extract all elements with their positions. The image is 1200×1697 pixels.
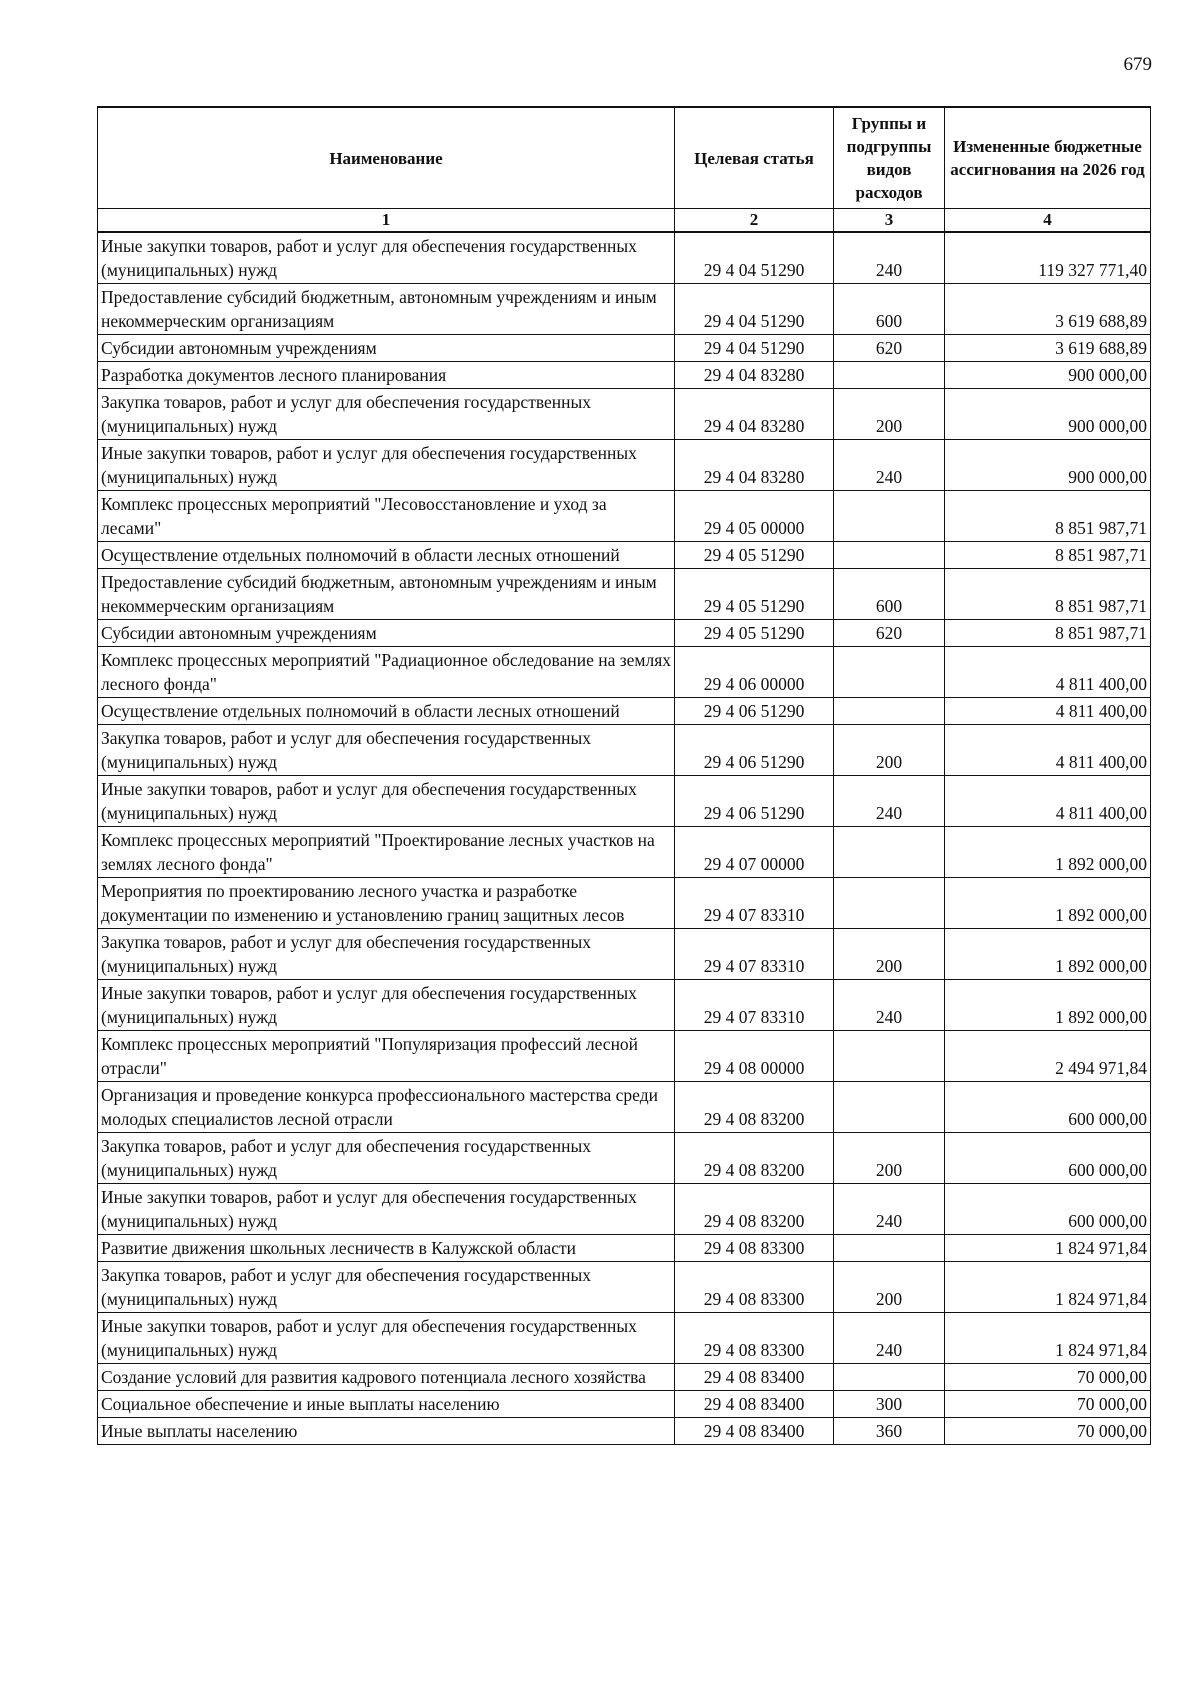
table-row xyxy=(98,878,1151,929)
row-amount: 119 327 771,40 xyxy=(945,232,1151,284)
row-amount: 1 892 000,00 xyxy=(945,827,1151,878)
row-target-article: 29 4 08 83400 xyxy=(675,1418,834,1445)
row-target-article: 29 4 05 00000 xyxy=(675,491,834,542)
row-name: Комплекс процессных мероприятий "Проектирование лесных участков на землях лесного фонда" xyxy=(98,827,675,878)
row-target-article: 29 4 04 51290 xyxy=(675,335,834,362)
row-name: Осуществление отдельных полномочий в области лесных отношений xyxy=(98,698,675,725)
row-name: Иные закупки товаров, работ и услуг для обеспечения государственных (муниципальных) нужд xyxy=(98,980,675,1031)
table-row xyxy=(98,827,1151,878)
row-target-article: 29 4 04 51290 xyxy=(675,232,834,284)
row-expense-group xyxy=(834,362,945,389)
row-target-article: 29 4 06 51290 xyxy=(675,776,834,827)
row-name: Социальное обеспечение и иные выплаты населению xyxy=(98,1391,675,1418)
row-expense-group: 200 xyxy=(834,725,945,776)
header-target-article: Целевая статья xyxy=(675,107,834,209)
row-name: Иные закупки товаров, работ и услуг для обеспечения государственных (муниципальных) нужд xyxy=(98,1313,675,1364)
row-name: Мероприятия по проектированию лесного участка и разработке документации по изменению и установлению границ защитных лесов xyxy=(98,878,675,929)
row-amount: 600 000,00 xyxy=(945,1082,1151,1133)
row-amount: 8 851 987,71 xyxy=(945,569,1151,620)
table-row xyxy=(98,1184,1151,1235)
table-row xyxy=(98,647,1151,698)
header-budget-allocations: Измененные бюджетные ассигнования на 2026 год xyxy=(945,107,1151,209)
row-expense-group xyxy=(834,827,945,878)
table-row xyxy=(98,284,1151,335)
table-row xyxy=(98,1235,1151,1262)
table-body xyxy=(98,232,1151,1445)
row-expense-group: 620 xyxy=(834,335,945,362)
row-target-article: 29 4 08 83200 xyxy=(675,1184,834,1235)
row-expense-group xyxy=(834,542,945,569)
row-target-article: 29 4 08 83300 xyxy=(675,1235,834,1262)
row-target-article: 29 4 08 83300 xyxy=(675,1262,834,1313)
row-amount: 600 000,00 xyxy=(945,1184,1151,1235)
row-amount: 70 000,00 xyxy=(945,1391,1151,1418)
row-expense-group xyxy=(834,647,945,698)
row-name: Иные закупки товаров, работ и услуг для обеспечения государственных (муниципальных) нужд xyxy=(98,776,675,827)
row-target-article: 29 4 07 83310 xyxy=(675,878,834,929)
row-amount: 900 000,00 xyxy=(945,389,1151,440)
row-expense-group xyxy=(834,1364,945,1391)
row-expense-group: 200 xyxy=(834,1262,945,1313)
row-amount: 8 851 987,71 xyxy=(945,491,1151,542)
row-expense-group: 240 xyxy=(834,232,945,284)
table-row xyxy=(98,1262,1151,1313)
row-expense-group: 240 xyxy=(834,980,945,1031)
row-amount: 4 811 400,00 xyxy=(945,776,1151,827)
row-name: Субсидии автономным учреждениям xyxy=(98,335,675,362)
row-name: Предоставление субсидий бюджетным, автономным учреждениям и иным некоммерческим организациям xyxy=(98,284,675,335)
table-row xyxy=(98,980,1151,1031)
row-amount: 1 892 000,00 xyxy=(945,929,1151,980)
row-expense-group xyxy=(834,878,945,929)
table-row xyxy=(98,929,1151,980)
row-name: Комплекс процессных мероприятий "Лесовосстановление и уход за лесами" xyxy=(98,491,675,542)
row-target-article: 29 4 08 83200 xyxy=(675,1133,834,1184)
row-target-article: 29 4 05 51290 xyxy=(675,620,834,647)
row-target-article: 29 4 08 83200 xyxy=(675,1082,834,1133)
row-expense-group xyxy=(834,491,945,542)
row-target-article: 29 4 06 51290 xyxy=(675,725,834,776)
table-row xyxy=(98,491,1151,542)
header-num-2: 2 xyxy=(675,209,834,233)
row-target-article: 29 4 08 83400 xyxy=(675,1364,834,1391)
row-amount: 600 000,00 xyxy=(945,1133,1151,1184)
table-row xyxy=(98,1391,1151,1418)
row-target-article: 29 4 05 51290 xyxy=(675,542,834,569)
row-expense-group: 240 xyxy=(834,440,945,491)
row-name: Закупка товаров, работ и услуг для обеспечения государственных (муниципальных) нужд xyxy=(98,929,675,980)
row-target-article: 29 4 08 83400 xyxy=(675,1391,834,1418)
row-target-article: 29 4 07 00000 xyxy=(675,827,834,878)
row-target-article: 29 4 07 83310 xyxy=(675,980,834,1031)
row-amount: 1 824 971,84 xyxy=(945,1262,1151,1313)
row-target-article: 29 4 04 83280 xyxy=(675,389,834,440)
row-expense-group: 300 xyxy=(834,1391,945,1418)
row-name: Иные закупки товаров, работ и услуг для обеспечения государственных (муниципальных) нужд xyxy=(98,440,675,491)
row-target-article: 29 4 06 00000 xyxy=(675,647,834,698)
row-amount: 1 892 000,00 xyxy=(945,878,1151,929)
row-name: Разработка документов лесного планирования xyxy=(98,362,675,389)
table-row xyxy=(98,1313,1151,1364)
row-expense-group xyxy=(834,698,945,725)
table-row xyxy=(98,389,1151,440)
row-expense-group: 200 xyxy=(834,1133,945,1184)
row-amount: 3 619 688,89 xyxy=(945,335,1151,362)
row-expense-group xyxy=(834,1235,945,1262)
row-expense-group xyxy=(834,1031,945,1082)
row-expense-group: 240 xyxy=(834,1313,945,1364)
row-name: Закупка товаров, работ и услуг для обеспечения государственных (муниципальных) нужд xyxy=(98,1262,675,1313)
row-name: Создание условий для развития кадрового потенциала лесного хозяйства xyxy=(98,1364,675,1391)
row-amount: 2 494 971,84 xyxy=(945,1031,1151,1082)
row-expense-group: 200 xyxy=(834,389,945,440)
row-expense-group: 600 xyxy=(834,284,945,335)
page-number: 679 xyxy=(1123,54,1152,75)
row-name: Организация и проведение конкурса профессионального мастерства среди молодых специалистов лесной отрасли xyxy=(98,1082,675,1133)
row-expense-group: 240 xyxy=(834,776,945,827)
row-amount: 4 811 400,00 xyxy=(945,725,1151,776)
table-row xyxy=(98,725,1151,776)
row-amount: 1 892 000,00 xyxy=(945,980,1151,1031)
row-name: Закупка товаров, работ и услуг для обеспечения государственных (муниципальных) нужд xyxy=(98,725,675,776)
header-num-4: 4 xyxy=(945,209,1151,233)
row-amount: 1 824 971,84 xyxy=(945,1235,1151,1262)
table-row xyxy=(98,440,1151,491)
table-header xyxy=(98,107,1151,232)
row-target-article: 29 4 06 51290 xyxy=(675,698,834,725)
row-name: Комплекс процессных мероприятий "Радиационное обследование на землях лесного фонда" xyxy=(98,647,675,698)
table-row xyxy=(98,232,1151,284)
table-row xyxy=(98,1418,1151,1445)
row-name: Иные закупки товаров, работ и услуг для обеспечения государственных (муниципальных) нужд xyxy=(98,1184,675,1235)
table-row xyxy=(98,569,1151,620)
row-target-article: 29 4 04 51290 xyxy=(675,284,834,335)
row-amount: 1 824 971,84 xyxy=(945,1313,1151,1364)
row-target-article: 29 4 07 83310 xyxy=(675,929,834,980)
row-amount: 3 619 688,89 xyxy=(945,284,1151,335)
table-row xyxy=(98,1031,1151,1082)
row-name: Комплекс процессных мероприятий "Популяризация профессий лесной отрасли" xyxy=(98,1031,675,1082)
table-row xyxy=(98,620,1151,647)
table-row xyxy=(98,698,1151,725)
table-row xyxy=(98,362,1151,389)
row-expense-group xyxy=(834,1082,945,1133)
row-amount: 70 000,00 xyxy=(945,1364,1151,1391)
row-expense-group: 360 xyxy=(834,1418,945,1445)
table-row xyxy=(98,1082,1151,1133)
row-name: Иные закупки товаров, работ и услуг для обеспечения государственных (муниципальных) нужд xyxy=(98,232,675,284)
row-name: Иные выплаты населению xyxy=(98,1418,675,1445)
row-amount: 4 811 400,00 xyxy=(945,698,1151,725)
row-name: Осуществление отдельных полномочий в области лесных отношений xyxy=(98,542,675,569)
row-expense-group: 240 xyxy=(834,1184,945,1235)
header-num-1: 1 xyxy=(98,209,675,233)
row-name: Закупка товаров, работ и услуг для обеспечения государственных (муниципальных) нужд xyxy=(98,389,675,440)
row-name: Закупка товаров, работ и услуг для обеспечения государственных (муниципальных) нужд xyxy=(98,1133,675,1184)
header-num-3: 3 xyxy=(834,209,945,233)
row-amount: 900 000,00 xyxy=(945,362,1151,389)
row-name: Субсидии автономным учреждениям xyxy=(98,620,675,647)
row-amount: 8 851 987,71 xyxy=(945,620,1151,647)
table-row xyxy=(98,1133,1151,1184)
row-name: Предоставление субсидий бюджетным, автономным учреждениям и иным некоммерческим организациям xyxy=(98,569,675,620)
row-target-article: 29 4 04 83280 xyxy=(675,440,834,491)
budget-table xyxy=(97,106,1151,1445)
row-expense-group: 200 xyxy=(834,929,945,980)
row-amount: 8 851 987,71 xyxy=(945,542,1151,569)
header-expense-groups: Группы и подгруппы видов расходов xyxy=(834,107,945,209)
row-expense-group: 600 xyxy=(834,569,945,620)
row-target-article: 29 4 04 83280 xyxy=(675,362,834,389)
row-target-article: 29 4 08 00000 xyxy=(675,1031,834,1082)
header-number-row xyxy=(98,209,1151,233)
table-row xyxy=(98,1364,1151,1391)
table-row xyxy=(98,542,1151,569)
row-amount: 4 811 400,00 xyxy=(945,647,1151,698)
row-expense-group: 620 xyxy=(834,620,945,647)
header-name: Наименование xyxy=(98,107,675,209)
header-row xyxy=(98,107,1151,209)
row-name: Развитие движения школьных лесничеств в Калужской области xyxy=(98,1235,675,1262)
row-target-article: 29 4 05 51290 xyxy=(675,569,834,620)
row-target-article: 29 4 08 83300 xyxy=(675,1313,834,1364)
row-amount: 70 000,00 xyxy=(945,1418,1151,1445)
table-row xyxy=(98,776,1151,827)
table-row xyxy=(98,335,1151,362)
row-amount: 900 000,00 xyxy=(945,440,1151,491)
